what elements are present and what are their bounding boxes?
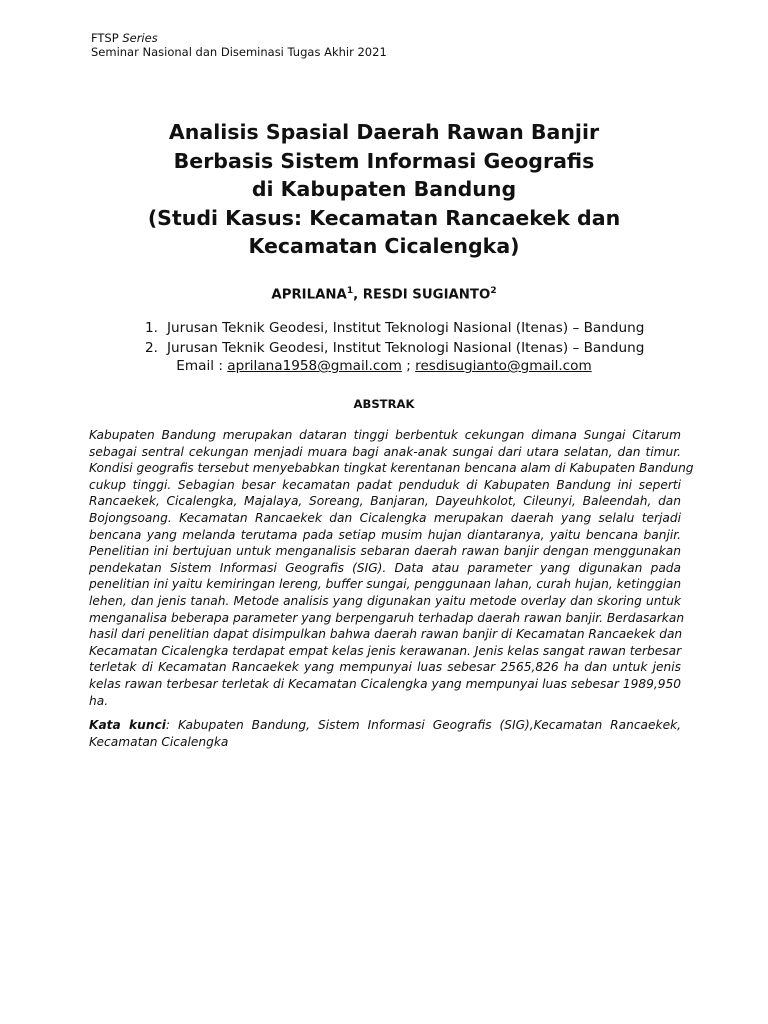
affiliation-1-number: 1. — [145, 320, 158, 336]
abstract-line: sebagai sentral cekungan menjadi muara bagi anak-anak sungai dari utara selatan, dan timur. — [89, 444, 681, 459]
abstract-line: Bojongsoang. Kecamatan Rancaekek dan Cicalengka merupakan daerah yang selalu terjadi — [89, 510, 681, 525]
author-list — [0, 286, 768, 302]
author-1: APRILANA — [271, 287, 347, 303]
affiliation-2-number: 2. — [145, 339, 158, 356]
keywords-text-1: Kabupaten Bandung, Sistem Informasi Geografis (SIG),Kecamatan Rancaekek, — [170, 718, 681, 732]
abstract-line: bencana yang melanda terutama pada setiap musim hujan diantaranya, yaitu bencana banjir. — [89, 527, 681, 542]
series-prefix: FTSP — [91, 31, 119, 45]
abstract-line: lehen, dan jenis tanah. Metode analisis yang digunakan yaitu metode overlay dan skoring untuk — [89, 593, 681, 608]
abstract-line: cukup tinggi. Sebagian besar kecamatan padat penduduk di Kabupaten Bandung ini seperti — [89, 477, 681, 492]
abstract-line: Kondisi geografis tersebut menyebabkan tingkat kerentanan bencana alam di Kabupaten Bandung — [89, 461, 694, 476]
title-line-1: Analisis Spasial Daerah Rawan Banjir — [168, 120, 600, 144]
keywords-line-1 — [89, 717, 681, 734]
abstract-line: Rancaekek, Cicalengka, Majalaya, Soreang, Banjaran, Dayeuhkolot, Cileunyi, Baleendah, dan — [89, 494, 681, 509]
author-1-affil-marker: 1 — [346, 286, 354, 296]
abstract-line: Kabupaten Bandung merupakan dataran tinggi berbentuk cekungan dimana Sungai Citarum — [89, 428, 681, 442]
affiliation-1 — [145, 319, 644, 339]
keywords-label: Kata kunci — [89, 718, 166, 732]
title-line-4: (Studi Kasus: Kecamatan Rancaekek dan — [147, 205, 621, 230]
paper-title — [0, 118, 768, 261]
running-header — [91, 31, 387, 59]
title-line-3: di Kabupaten Bandung — [251, 177, 517, 201]
conference-name: Seminar Nasional dan Diseminasi Tugas Akhir 2021 — [91, 45, 387, 59]
email-link-1[interactable]: aprilana1958@gmail.com — [227, 358, 402, 374]
abstract-line: ha. — [89, 693, 109, 708]
affiliation-1-text: Jurusan Teknik Geodesi, Institut Teknologi Nasional (Itenas) – Bandung — [167, 320, 645, 336]
abstract-line: terletak di Kecamatan Rancaekek yang mempunyai luas sebesar 2565,826 ha dan untuk jenis — [89, 660, 681, 675]
abstract-line: pendekatan Sistem Informasi Geografis (SIG). Data atau parameter yang digunakan pada — [89, 560, 681, 575]
author-separator: , — [353, 287, 363, 303]
abstract-line: Kecamatan Cicalengka terdapat empat kelas jenis kerawanan. Jenis kelas sangat rawan terbesar — [89, 643, 682, 658]
email-line — [0, 358, 768, 374]
abstract-line: hasil dari penelitian dapat disimpulkan bahwa daerah rawan banjir di Kecamatan Rancaekek dan — [89, 627, 683, 642]
keywords-text-2: Kecamatan Cicalengka — [89, 734, 229, 749]
keywords-colon: : — [165, 718, 171, 732]
series-word: Series — [122, 31, 158, 45]
abstract-line: menganalisa beberapa parameter yang berpengaruh terhadap daerah rawan banjir. Berdasarkan — [89, 610, 685, 625]
email-separator: ; — [401, 358, 416, 374]
abstract-heading: ABSTRAK — [353, 397, 415, 411]
title-line-5: Kecamatan Cicalengka) — [248, 234, 520, 258]
abstract-line: Penelitian ini bertujuan untuk menganalisis sebaran daerah rawan banjir dengan menggunakan — [89, 544, 681, 559]
keywords-block — [89, 717, 681, 750]
abstract-line: penelitian ini yaitu kemiringan lereng, buffer sungai, penggunaan lahan, curah hujan, ketinggian — [89, 577, 682, 592]
affiliation-2 — [145, 339, 644, 359]
abstract-body — [89, 427, 694, 709]
email-link-2[interactable]: resdisugianto@gmail.com — [415, 358, 592, 374]
affiliation-list — [145, 319, 644, 358]
abstract-line: kelas rawan terbesar terletak di Kecamatan Cicalengka yang mempunyai luas sebesar 1989,950 — [89, 676, 681, 691]
author-2: RESDI SUGIANTO — [362, 287, 491, 303]
series-label — [91, 31, 387, 45]
affiliation-2-text: Jurusan Teknik Geodesi, Institut Teknologi Nasional (Itenas) – Bandung — [167, 339, 645, 356]
author-2-affil-marker: 2 — [490, 286, 497, 296]
title-line-2: Berbasis Sistem Informasi Geografis — [173, 148, 595, 173]
email-label: Email : — [176, 358, 228, 374]
